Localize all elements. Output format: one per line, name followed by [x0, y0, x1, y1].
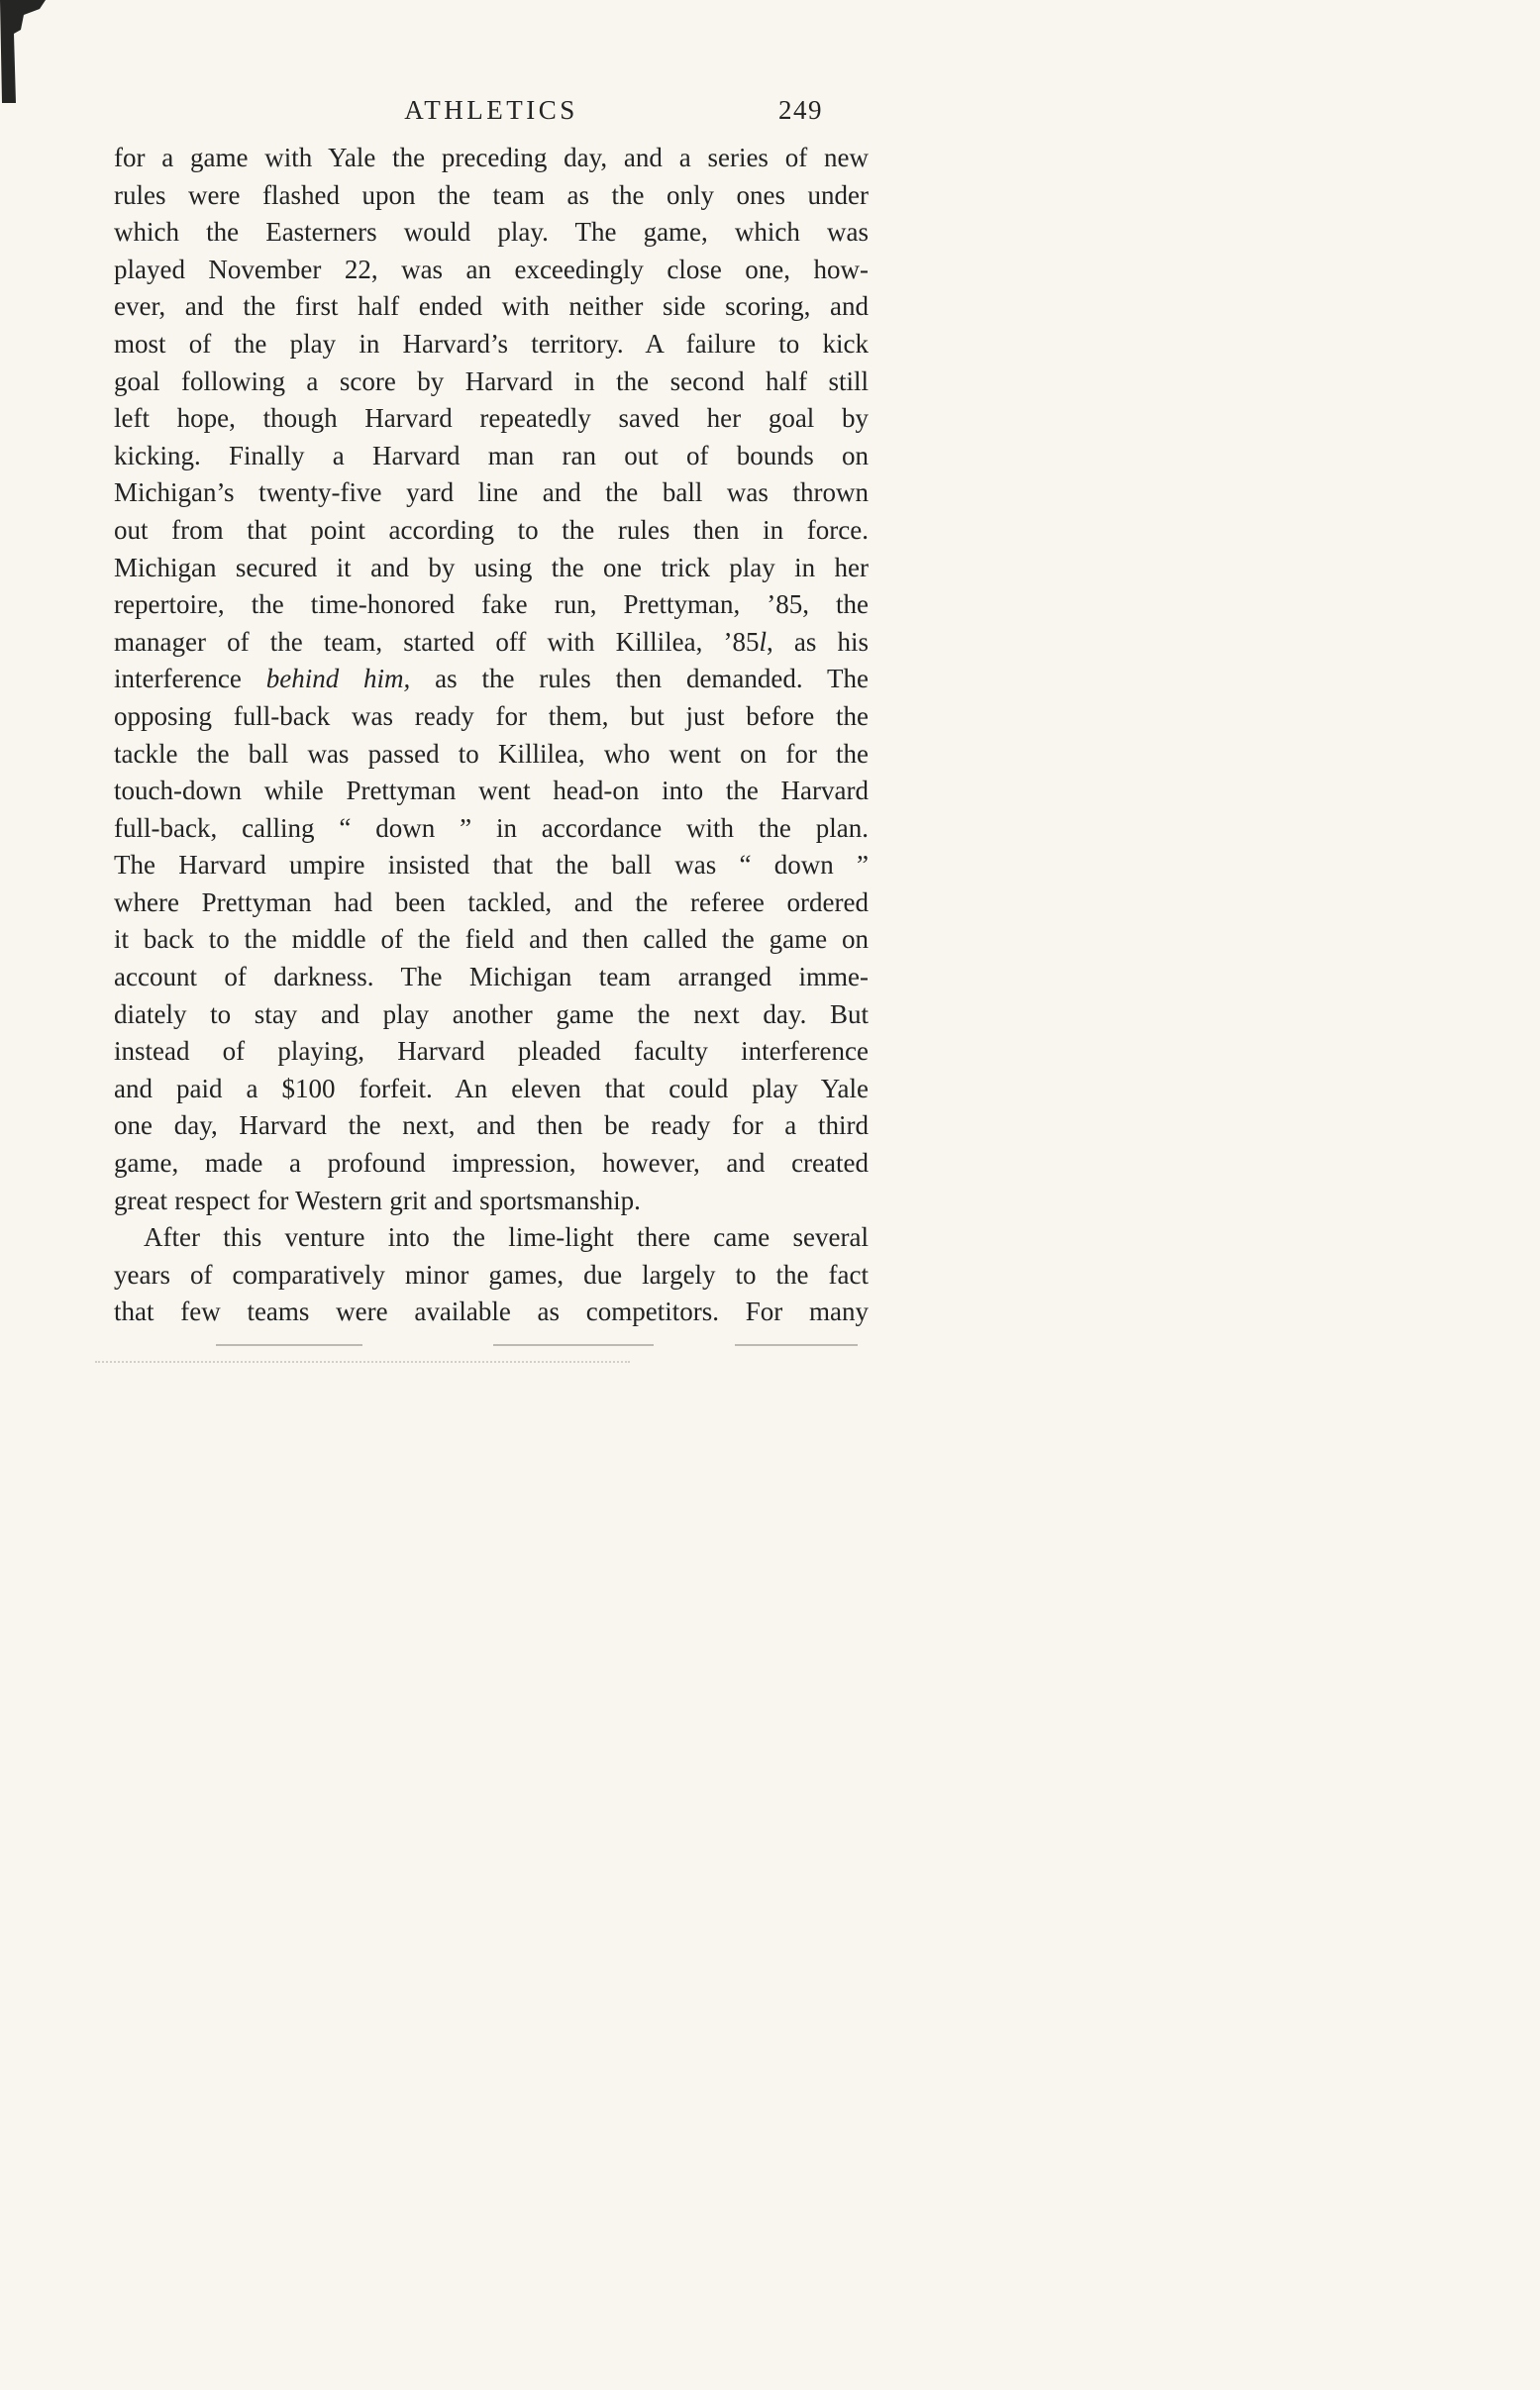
page-number: 249	[778, 95, 823, 125]
text-line: diately to stay and play another game the next day. But	[114, 998, 869, 1029]
text-line: account of darkness. The Michigan team arranged imme-	[114, 962, 869, 992]
text-line: game, made a profound impression, however, and created	[114, 1148, 869, 1179]
text-line: where Prettyman had been tackled, and the referee ordered	[114, 886, 869, 917]
text-line: great respect for Western grit and sportsmanship.	[114, 1185, 641, 1215]
pencil-underline-mark	[493, 1344, 654, 1346]
text-line: tackle the ball was passed to Killilea, who went on for the	[114, 738, 869, 769]
page-body	[114, 140, 869, 1331]
scan-artifact-corner	[0, 0, 48, 103]
text-line: After this venture into the lime-light there came several	[144, 1222, 869, 1253]
text-line: for a game with Yale the preceding day, and a series of new	[114, 143, 869, 172]
text-line: and paid a $100 forfeit. An eleven that could play Yale	[114, 1073, 869, 1103]
text-line: one day, Harvard the next, and then be ready for a third	[114, 1110, 869, 1141]
text-line: played November 22, was an exceedingly close one, how-	[114, 254, 869, 284]
text-line: it back to the middle of the field and then called the game on	[114, 924, 869, 955]
pencil-underline-mark	[216, 1344, 362, 1346]
text-line: that few teams were available as competitors. For many	[114, 1297, 869, 1327]
text-line: manager of the team, started off with Killilea, ’85l, as his	[114, 626, 869, 657]
text-line: kicking. Finally a Harvard man ran out of bounds on	[114, 440, 869, 470]
text-line: left hope, though Harvard repeatedly saved her goal by	[114, 403, 869, 434]
text-line: rules were flashed upon the team as the only ones under	[114, 179, 869, 210]
pencil-underline-mark	[735, 1344, 858, 1346]
text-line: touch-down while Prettyman went head-on into the Harvard	[114, 776, 869, 806]
running-head-title: ATHLETICS	[404, 95, 578, 125]
text-line: Michigan secured it and by using the one trick play in her	[114, 552, 869, 582]
text-line: interference behind him, as the rules then demanded. The	[114, 664, 869, 694]
scan-smudge-line	[95, 1361, 630, 1363]
text-line: full-back, calling “ down ” in accordance with the plan.	[114, 812, 869, 843]
text-line: repertoire, the time-honored fake run, Prettyman, ’85, the	[114, 589, 869, 620]
text-line: The Harvard umpire insisted that the ball was “ down ”	[114, 850, 869, 881]
text-line: Michigan’s twenty-five yard line and the ball was thrown	[114, 477, 869, 508]
text-line: which the Easterners would play. The game, which was	[114, 217, 869, 248]
text-line: out from that point according to the rules then in force.	[114, 514, 869, 545]
text-line: instead of playing, Harvard pleaded faculty interference	[114, 1036, 869, 1067]
text-line: goal following a score by Harvard in the second half still	[114, 365, 869, 396]
page-header	[114, 95, 869, 133]
text-line: most of the play in Harvard’s territory. A failure to kick	[114, 328, 869, 359]
text-line: ever, and the first half ended with neither side scoring, and	[114, 291, 869, 322]
text-line: years of comparatively minor games, due largely to the fact	[114, 1259, 869, 1290]
text-line: opposing full-back was ready for them, but just before the	[114, 700, 869, 731]
